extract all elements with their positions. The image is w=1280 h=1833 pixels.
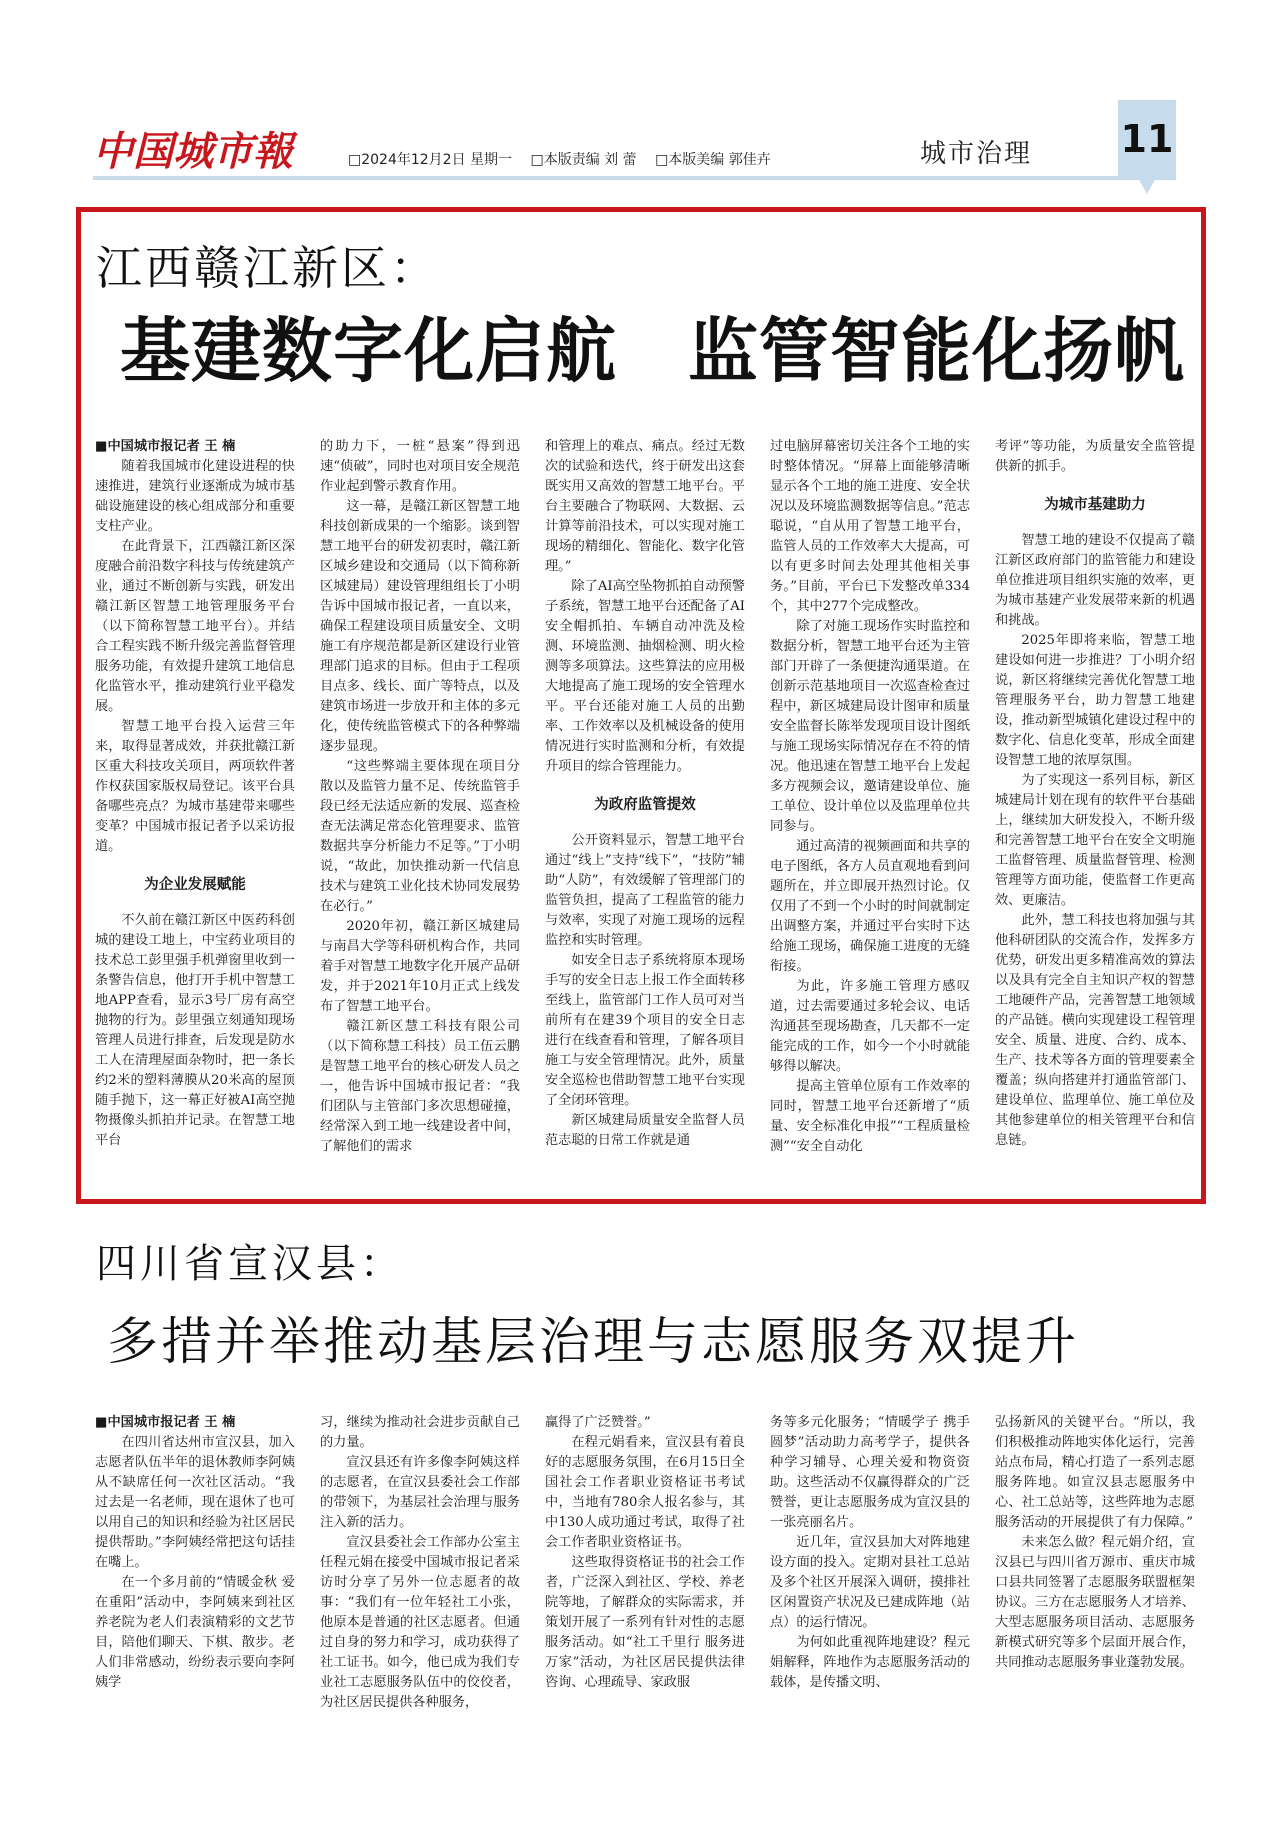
article2-body [95,1413,1195,1713]
paragraph: 提高主管单位原有工作效率的同时，智慧工地平台还新增了“质量、安全标准化申报”“工程质量检测”“安全自动化 [770,1079,970,1154]
article-column [95,437,295,1157]
paragraph: 如安全日志子系统将原本现场手写的安全日志上报工作全面转移至线上，监管部门工作人员可对当前所有在建39个项目的安全日志进行在线查看和管理，了解各项目施工与安全管理情况。此外，质量安全巡检也借助智慧工地平台实现了全闭环管理。 [545,953,745,1108]
subheading: 为政府监管提效 [594,797,696,813]
issue-date: □2024年12月2日 星期一 [348,152,513,168]
paragraph: 过电脑屏幕密切关注各个工地的实时整体情况。“屏幕上面能够清晰显示各个工地的施工进度、安全状况以及环境监测数据等信息。”范志聪说，“自从用了智慧工地平台，监管人员的工作效率大大提高，可以有更多时间去处理其他相关事务。”目前，平台已下发整改单334个，其中277个完成整改。 [770,439,970,614]
paragraph: 在四川省达州市宣汉县，加入志愿者队伍半年的退休教师李阿姨从不缺席任何一次社区活动。“我过去是一名老师，现在退休了也可以用自己的知识和经验为社区居民提供帮助。”李阿姨经常把这句话挂在嘴上。 [95,1435,295,1570]
paragraph: 不久前在赣江新区中医药科创城的建设工地上，中宝药业项目的技术总工彭里强手机弹窗里收到一条警告信息，他打开手机中智慧工地APP查看，显示3号厂房有高空抛物的行为。彭里强立刻通知现场管理人员进行排查，后发现是防水工人在清理屋面杂物时，把一条长约2米的塑料薄膜从20米高的屋顶随手抛下，这一幕正好被AI高空抛物摄像头抓拍并记录。在智慧工地平台 [95,913,295,1148]
byline: ■ 中国城市报记者 王 楠 [95,437,295,457]
article-column [95,1413,295,1713]
paragraph: 这一幕，是赣江新区智慧工地科技创新成果的一个缩影。谈到智慧工地平台的研发初衷时，赣江新区城乡建设和交通局（以下简称新区城建局）建设管理组组长丁小明告诉中国城市报记者，一直以来，确保工程建设项目质量安全、文明施工有序规范都是新区建设行业管理部门追求的目标。但由于工程项目点多、线长、面广等特点，以及建筑市场进一步放开和主体的多元化，使传统监管模式下的各种弊端逐步显现。 [320,499,520,754]
page-number-badge: 11 [1118,100,1176,178]
paragraph: 近几年，宣汉县加大对阵地建设方面的投入。定期对县社工总站及多个社区开展深入调研，摸排社区闲置资产状况及已建成阵地（站点）的运行情况。 [770,1535,970,1630]
paragraph: 新区城建局质量安全监督人员范志聪的日常工作就是通 [545,1113,745,1148]
article1-body [95,437,1195,1157]
paragraph: 在一个多月前的“情暖金秋 爱在重阳”活动中，李阿姨来到社区养老院为老人们表演精彩的文艺节目，陪他们聊天、下棋、散步。老人们非常感动，纷纷表示要向李阿姨学 [95,1575,295,1690]
paragraph: 2025年即将来临，智慧工地建设如何进一步推进？丁小明介绍说，新区将继续完善优化智慧工地管理服务平台，助力智慧工地建设，推动新型城镇化建设过程中的数字化、信息化变革，形成全面建设智慧工地的浓厚氛围。 [995,633,1195,768]
paragraph: 智慧工地的建设不仅提高了赣江新区政府部门的监管能力和建设单位推进项目组织实施的效率，更为城市基建产业发展带来新的机遇和挑战。 [995,533,1195,628]
paragraph: 此外，慧工科技也将加强与其他科研团队的交流合作，发挥多方优势，研发出更多精准高效的算法以及具有完全自主知识产权的智慧工地硬件产品，完善智慧工地领域的产品链。横向实现建设工程管理安全、质量、进度、合约、成本、生产、技术等各方面的管理要素全覆盖；纵向搭建并打通监管部门、建设单位、监理单位、施工单位及其他参建单位的相关管理平台和信息链。 [995,913,1195,1148]
paragraph: 随着我国城市化建设进程的快速推进，建筑行业逐渐成为城市基础设施建设的核心组成部分和重要支柱产业。 [95,459,295,534]
masthead-rule [93,176,1176,180]
page-designer: □本版美编 郭佳卉 [655,152,771,168]
article-column [995,1413,1195,1713]
paragraph: 的助力下，一桩“悬案”得到迅速“侦破”，同时也对项目安全规范作业起到警示教育作用。 [320,439,520,494]
paragraph: 宣汉县还有许多像李阿姨这样的志愿者，在宣汉县委社会工作部的带领下，为基层社会治理与服务注入新的活力。 [320,1455,520,1530]
paragraph: 智慧工地平台投入运营三年来，取得显著成效，并获批赣江新区重大科技攻关项目，两项软件著作权获国家版权局登记。该平台具备哪些亮点？为城市基建带来哪些变革？中国城市报记者予以采访报道。 [95,719,295,854]
paragraph: 为此，许多施工管理方感叹道，过去需要通过多轮会议、电话沟通甚至现场勘查，几天都不一定能完成的工作，如今一个小时就能够得以解决。 [770,979,970,1074]
article-column [320,1413,520,1713]
paragraph: 这些取得资格证书的社会工作者，广泛深入到社区、学校、养老院等地，了解群众的实际需求，并策划开展了一系列有针对性的志愿服务活动。如“社工千里行 服务进万家”活动，为社区居民提供法律咨询、心理疏导、家政服 [545,1555,745,1690]
paragraph: 习，继续为推动社会进步贡献自己的力量。 [320,1415,520,1450]
section-name: 城市治理 [920,139,1033,169]
article-column [545,1413,745,1713]
article2-headline: 多措并举推动基层治理与志愿服务双提升 [107,1313,1080,1372]
issue-meta [348,149,785,169]
subheading: 为城市基建助力 [1044,497,1146,513]
paragraph: 考评”等功能，为质量安全监管提供新的抓手。 [995,439,1195,474]
newspaper-logo: 中国城市報 [93,128,293,175]
article1-headline: 基建数字化启航 监管智能化扬帆 [120,309,1185,392]
paragraph: 在此背景下，江西赣江新区深度融合前沿数字科技与传统建筑产业，通过不断创新与实践，研发出赣江新区智慧工地管理服务平台（以下简称智慧工地平台）。并结合工程实践不断升级完善监督管理服务功能，有效提升建筑工地信息化监管水平，推动建筑行业平稳发展。 [95,539,295,714]
article-column [770,1413,970,1713]
byline: ■ 中国城市报记者 王 楠 [95,1413,295,1433]
paragraph: 和管理上的难点、痛点。经过无数次的试验和迭代，终于研发出这套既实用又高效的智慧工地平台。平台主要融合了物联网、大数据、云计算等前沿技术，可以实现对施工现场的精细化、智能化、数字化管理。” [545,439,745,574]
article-column [320,437,520,1157]
subheading: 为企业发展赋能 [144,877,246,893]
paragraph: 公开资料显示，智慧工地平台通过“线上”支持“线下”，“技防”辅助“人防”，有效缓解了管理部门的监管负担，提高了工程监管的能力与效率，实现了对施工现场的远程监控和实时管理。 [545,833,745,948]
paragraph: 未来怎么做？程元娟介绍，宣汉县已与四川省万源市、重庆市城口县共同签署了志愿服务联盟框架协议。三方在志愿服务人才培养、大型志愿服务项目活动、志愿服务新模式研究等多个层面开展合作，共同推动志愿服务事业蓬勃发展。 [995,1535,1195,1670]
paragraph: 2020年初，赣江新区城建局与南昌大学等科研机构合作，共同着手对智慧工地数字化开展产品研发，并于2021年10月正式上线发布了智慧工地平台。 [320,919,520,1014]
article2-kicker: 四川省宣汉县： [96,1241,404,1287]
paragraph: 通过高清的视频画面和共享的电子图纸，各方人员直观地看到问题所在，并立即展开热烈讨论。仅仅用了不到一个小时的时间就制定出调整方案，并通过平台实时下达给施工现场，确保施工进度的无缝衔接。 [770,839,970,974]
paragraph: “这些弊端主要体现在项目分散以及监管力量不足、传统监管手段已经无法适应新的发展、巡查检查无法满足常态化管理要求、监管数据共享分析能力不足等。”丁小明说，“故此，加快推动新一代信息技术与建筑工业化技术协同发展势在必行。” [320,759,520,914]
paragraph: 为何如此重视阵地建设？程元娟解释，阵地作为志愿服务活动的载体，是传播文明、 [770,1635,970,1690]
article1-kicker: 江西赣江新区： [96,241,439,295]
article-column [995,437,1195,1157]
paragraph: 宣汉县委社会工作部办公室主任程元娟在接受中国城市报记者采访时分享了另外一位志愿者的故事：“我们有一位年轻社工小张，他原本是普通的社区志愿者。但通过自身的努力和学习，成功获得了社工证书。如今，他已成为我们专业社工志愿服务队伍中的佼佼者，为社区居民提供各种服务， [320,1535,520,1710]
paragraph: 除了AI高空坠物抓拍自动预警子系统，智慧工地平台还配备了AI安全帽抓拍、车辆自动冲洗及检测、环境监测、抽烟检测、明火检测等多项算法。这些算法的应用极大地提高了施工现场的安全管理水平。平台还能对施工人员的出勤率、工作效率以及机械设备的使用情况进行实时监测和分析，有效提升项目的综合管理能力。 [545,579,745,774]
paragraph: 除了对施工现场作实时监控和数据分析，智慧工地平台还为主管部门开辟了一条便捷沟通渠道。在创新示范基地项目一次巡查检查过程中，新区城建局设计图审和质量安全监督长陈举发现项目设计图纸与施工现场实际情况存在不符的情况。他迅速在智慧工地平台上发起多方视频会议，邀请建设单位、施工单位、设计单位以及监理单位共同参与。 [770,619,970,834]
page-editor: □本版责编 刘 蕾 [530,152,637,168]
paragraph: 弘扬新风的关键平台。“所以，我们积极推动阵地实体化运行，完善站点布局，精心打造了一系列志愿服务阵地。如宣汉县志愿服务中心、社工总站等，这些阵地为志愿服务活动的开展提供了有力保障。” [995,1415,1195,1530]
article-column [545,437,745,1157]
paragraph: 赣江新区慧工科技有限公司（以下简称慧工科技）员工伍云鹏是智慧工地平台的核心研发人员之一，他告诉中国城市报记者：“我们团队与主管部门多次思想碰撞，经常深入到工地一线建设者中间，了解他们的需求 [320,1019,520,1154]
paragraph: 务等多元化服务；“情暖学子 携手圆梦”活动助力高考学子，提供各种学习辅导、心理关爱和物资资助。这些活动不仅赢得群众的广泛赞誉，更让志愿服务成为宣汉县的一张亮丽名片。 [770,1415,970,1530]
article-column [770,437,970,1157]
paragraph: 为了实现这一系列目标，新区城建局计划在现有的软件平台基础上，继续加大研发投入，不断升级和完善智慧工地平台在安全文明施工监督管理、质量监督管理、检测管理等方面功能，使监督工作更高效、更廉洁。 [995,773,1195,908]
paragraph: 赢得了广泛赞誉。” [545,1415,651,1430]
paragraph: 在程元娟看来，宣汉县有着良好的志愿服务氛围，在6月15日全国社会工作者职业资格证书考试中，当地有780余人报名参与，其中130人成功通过考试，取得了社会工作者职业资格证书。 [545,1435,745,1550]
